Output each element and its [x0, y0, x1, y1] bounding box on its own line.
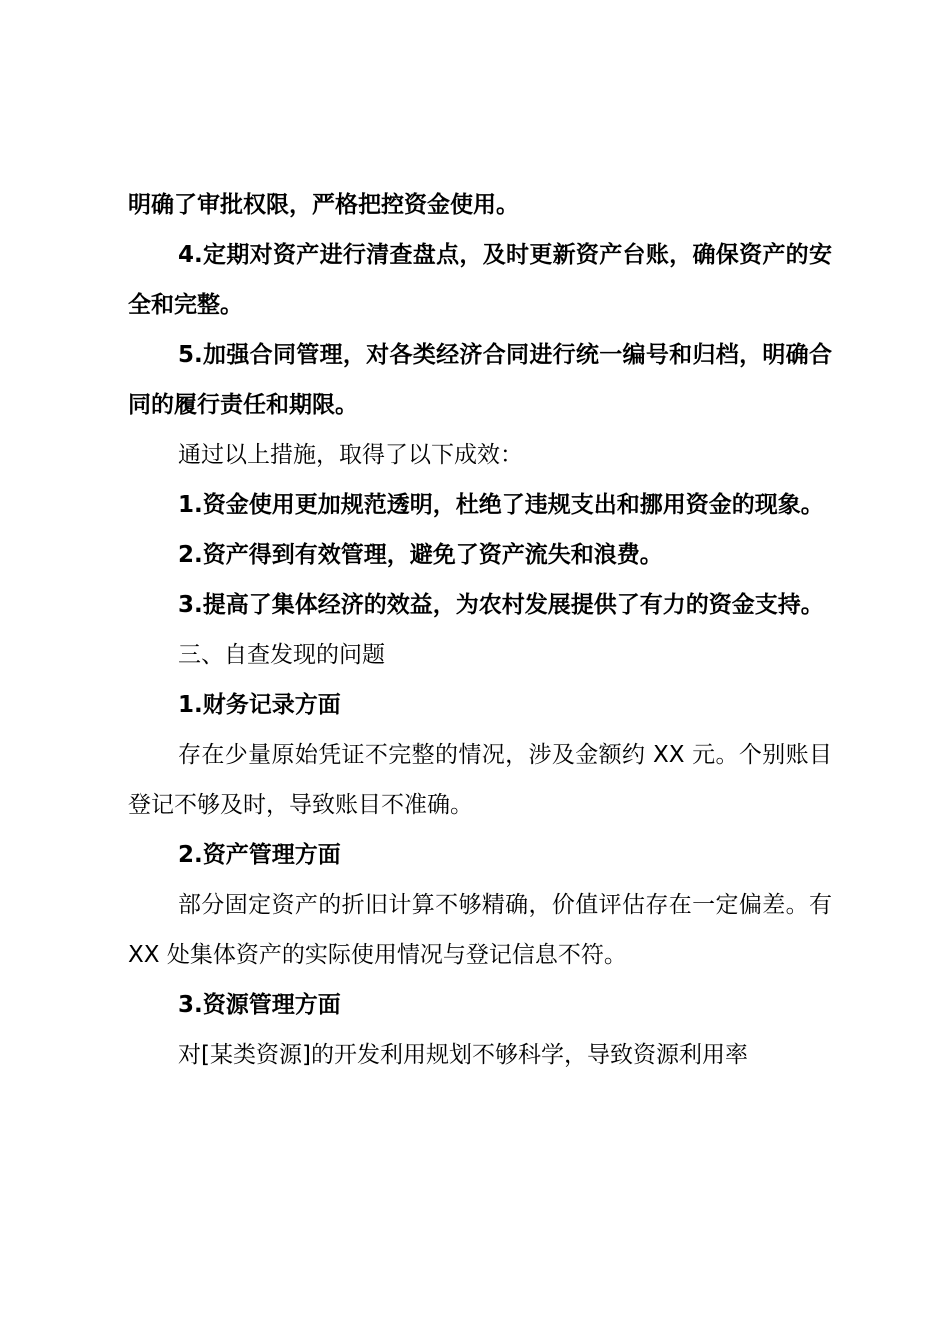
paragraph-results-intro: 通过以上措施，取得了以下成效：	[178, 442, 523, 468]
subheading-resource-management: 3.资源管理方面	[178, 992, 341, 1018]
section-heading-issues: 三、自查发现的问题	[178, 642, 385, 668]
paragraph-result-2: 2.资产得到有效管理，避免了资产流失和浪费。	[178, 542, 663, 568]
paragraph-result-3: 3.提高了集体经济的效益，为农村发展提供了有力的资金支持。	[178, 592, 824, 618]
paragraph-financial-records: 存在少量原始凭证不完整的情况，涉及金额约 XX 元。个别账目登记不够及时，导致账目不准确。	[128, 742, 832, 818]
paragraph-measure-4: 4.定期对资产进行清查盘点，及时更新资产台账，确保资产的安全和完整。	[128, 242, 832, 318]
paragraph-result-1: 1.资金使用更加规范透明，杜绝了违规支出和挪用资金的现象。	[178, 492, 824, 518]
subheading-asset-management: 2.资产管理方面	[178, 842, 341, 868]
paragraph-resource-management: 对[某类资源]的开发利用规划不够科学，导致资源利用率	[178, 1042, 748, 1068]
subheading-financial-records: 1.财务记录方面	[178, 692, 341, 718]
paragraph-measure-5: 5.加强合同管理，对各类经济合同进行统一编号和归档，明确合同的履行责任和期限。	[128, 342, 832, 418]
document-page	[128, 180, 832, 1080]
paragraph-approval-authority: 明确了审批权限，严格把控资金使用。	[128, 192, 519, 218]
paragraph-asset-management: 部分固定资产的折旧计算不够精确，价值评估存在一定偏差。有 XX 处集体资产的实际使用情况与登记信息不符。	[128, 892, 832, 968]
